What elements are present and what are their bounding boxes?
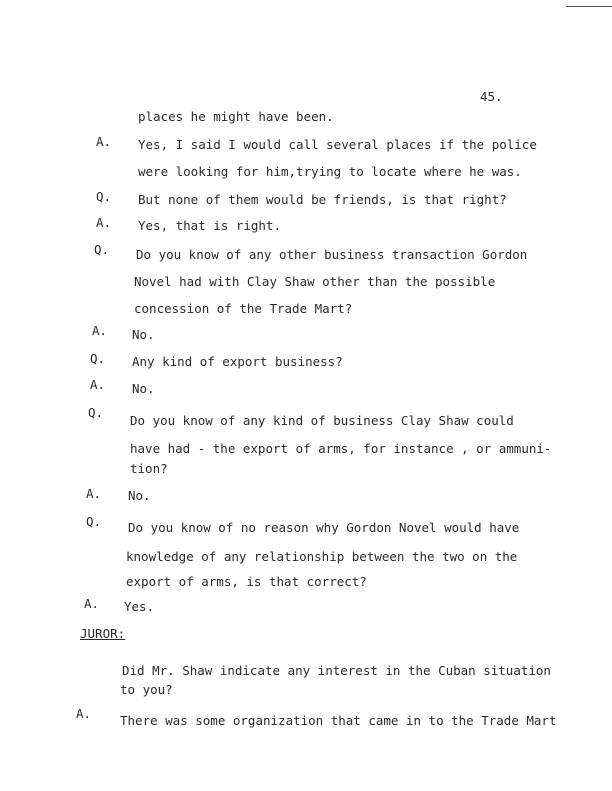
speaker-label: A. [96, 134, 112, 149]
text-line: places he might have been. [138, 109, 334, 124]
text-line: No. [132, 327, 155, 342]
text-line: concession of the Trade Mart? [134, 301, 353, 316]
juror-heading: JUROR: [80, 626, 126, 641]
speaker-label: Q. [88, 405, 104, 420]
text-line: Yes, I said I would call several places if the police [138, 137, 537, 152]
text-line: knowledge of any relationship between the two on the [126, 549, 518, 564]
speaker-label: A. [92, 323, 108, 338]
page-number: 45. [480, 89, 503, 104]
speaker-label: A. [96, 215, 112, 230]
speaker-label: Q. [96, 189, 112, 204]
text-line: But none of them would be friends, is that right? [138, 192, 507, 207]
text-line: Did Mr. Shaw indicate any interest in the Cuban situation [122, 663, 551, 678]
speaker-label: Q. [86, 514, 102, 529]
text-line: There was some organization that came in to the Trade Mart [120, 713, 557, 728]
text-line: export of arms, is that correct? [126, 574, 367, 589]
text-line: Any kind of export business? [132, 354, 343, 369]
text-line: to you? [120, 682, 173, 697]
text-line: tion? [130, 461, 168, 476]
text-line: Do you know of no reason why Gordon Novel would have [128, 520, 520, 535]
speaker-label: Q. [90, 351, 106, 366]
text-line: have had - the export of arms, for instance , or ammuni- [130, 441, 552, 456]
speaker-label: A. [90, 377, 106, 392]
text-line: Novel had with Clay Shaw other than the possible [134, 274, 496, 289]
speaker-label: A. [84, 596, 100, 611]
text-line: were looking for him,trying to locate where he was. [138, 164, 522, 179]
text-line: Do you know of any kind of business Clay Shaw could [130, 413, 514, 428]
text-line: Yes, that is right. [138, 218, 281, 233]
text-line: Yes. [124, 599, 155, 614]
speaker-label: A. [76, 706, 92, 721]
text-line: Do you know of any other business transaction Gordon [136, 247, 528, 262]
text-line: No. [128, 488, 151, 503]
speaker-label: Q. [94, 242, 110, 257]
text-line: No. [132, 381, 155, 396]
scan-edge-mark [566, 6, 612, 7]
speaker-label: A. [86, 486, 102, 501]
